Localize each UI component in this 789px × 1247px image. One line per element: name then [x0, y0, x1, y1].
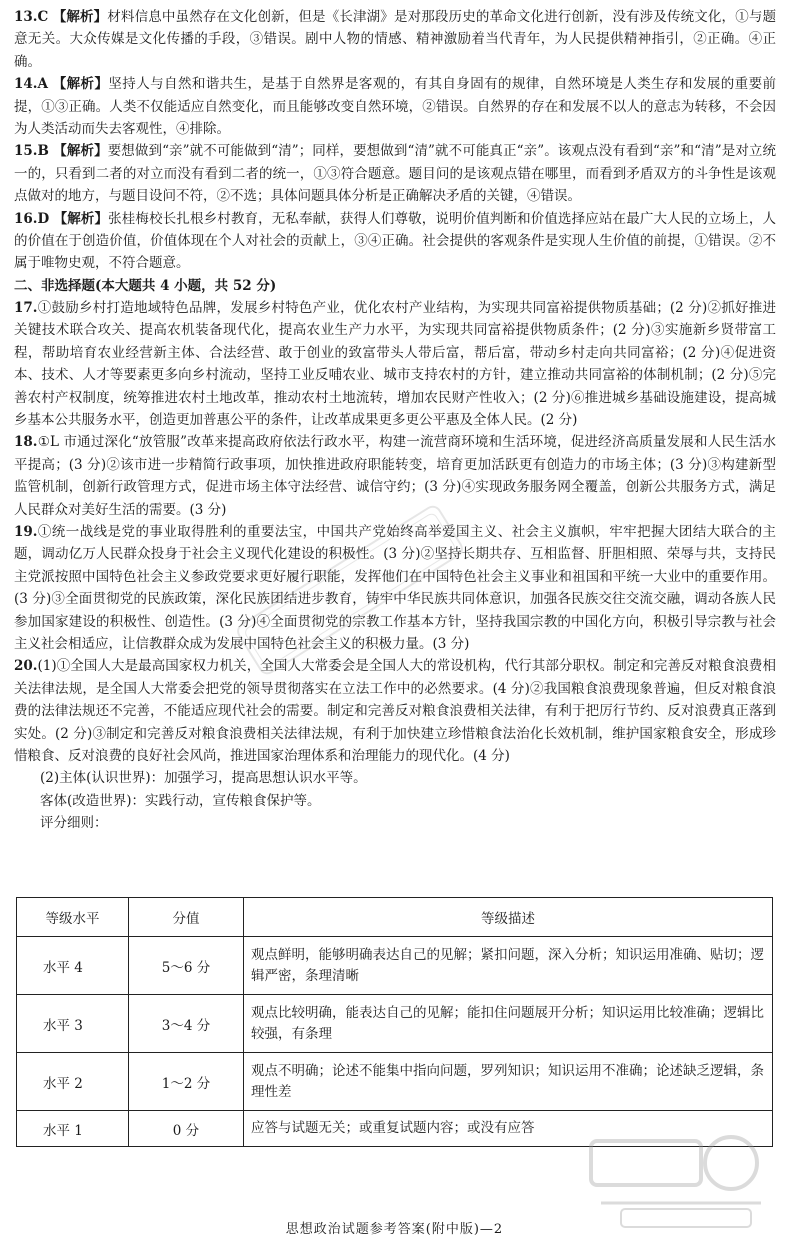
answer-text: ①统一战线是党的事业取得胜利的重要法宝，中国共产党始终高举爱国主义、社会主义旗帜，牢牢把握大团结大联合的主题，调动亿万人民群众投身于社会主义现代化建设的积极性。(3 分)②坚持长期共存、互相监督、肝胆相照、荣辱与共，支持民主党派按照中国特色社会主义参政党要求更好履行职能，发挥他们在中国特色社会主义事业和祖国和平统一大业中的重要作用。(3 分)③全面贯彻党的民族政策，深化民族团结进步教育，铸牢中华民族共同体意识，加强各民族交往交流交融，调动各族人民参加国家建设的积极性、创造性。(3 分)④全面贯彻党的宗教工作基本方针，坚持我国宗教的中国化方向，积极引导宗教与社会主义社会相适应，让信教群众成为发展中国特色社会主义的积极力量。(3 分)	[14, 523, 776, 652]
table-row	[17, 937, 773, 995]
question-number: 17.	[14, 299, 38, 316]
score-cell: 5～6 分	[129, 937, 244, 995]
analysis-text: 张桂梅校长扎根乡村教育，无私奉献，获得人们尊敬，说明价值判断和价值选择应站在最广大人民的立场上，人的价值在于创造价值，价值体现在个人对社会的贡献上，③④正确。社会提供的客观条件是实现人生价值的前提，①错误。②不属于唯物史观，不符合题意。	[14, 210, 777, 272]
level-cell: 水平 2	[17, 1053, 129, 1111]
analysis-tag: 【解析】	[52, 76, 109, 93]
answer-13	[14, 6, 776, 73]
analysis-tag: 【解析】	[53, 143, 108, 160]
description-cell: 应答与试题无关；或重复试题内容；或没有应答	[244, 1111, 773, 1147]
answer-part-1: (1)①全国人大是最高国家权力机关，全国人大常委会是全国人大的常设机构，代行其部分职权。制定和完善反对粮食浪费相关法律法规，是全国人大常委会把党的领导贯彻落实在立法工作中的必然要求。(4 分)②我国粮食浪费现象普遍，但反对粮食浪费的法律法规还不完善，不能适应现代社会的需要。制定和完善反对粮食浪费相关法律，有利于把厉行节约、反对浪费真正落到实处。(2 分)③制定和完善反对粮食浪费相关法律法规，有利于加快建立珍惜粮食法治化长效机制，维护国家粮食安全，形成珍惜粮食、反对浪费的良好社会风尚，推进国家治理体系和治理能力的现代化。(4 分)	[14, 658, 776, 764]
level-cell: 水平 4	[17, 937, 129, 995]
column-header-level: 等级水平	[17, 898, 129, 937]
level-cell: 水平 1	[17, 1111, 129, 1147]
description-cell: 观点比较明确，能表达自己的见解；能扣住问题展开分析；知识运用比较准确；逻辑比较强，有条理	[244, 995, 773, 1053]
question-number: 20.	[14, 658, 38, 675]
scoring-rubric-table	[16, 897, 773, 1147]
score-cell: 3～4 分	[129, 995, 244, 1053]
analysis-tag: 【解析】	[52, 9, 108, 25]
score-cell: 1～2 分	[129, 1053, 244, 1111]
page-footer: 思想政治试题参考答案(附中版)—2	[285, 1222, 504, 1237]
analysis-text: 要想做到“亲”就不可能做到“清”；同样，要想做到“清”就不可能真正“亲”。该观点没有看到“亲”和“清”是对立统一的，只看到二者的对立而没有看到二者的统一，①③符合题意。题目问的是该观点错在哪里，而看到矛盾双方的斗争性是该观点做对的地方，与题目设问不符，②不选；具体问题具体分析是正确解决矛盾的关键，④错误。	[14, 143, 777, 205]
answer-text: ①L 市通过深化“放管服”改革来提高政府依法行政水平，构建一流营商环境和生活环境，促进经济高质量发展和人民生活水平提高；(3 分)②该市进一步精简行政事项，加快推进政府职能转变，培育更加活跃更有创造力的市场主体；(3 分)③构建新型监管机制，创新行政管理方式，促进市场主体守法经营、诚信守约；(3 分)④实现政务服务网全覆盖，创新公共服务方式，满足人民群众对美好生活的需要。(3 分)	[14, 434, 776, 518]
analysis-text: 坚持人与自然和谐共生，是基于自然界是客观的，有其自身固有的规律，自然环境是人类生存和发展的重要前提，①③正确。人类不仅能适应自然变化，而且能够改变自然环境，②错误。自然界的存在和发展不以人的意志为转移，不会因为人类活动而失去客观性，④排除。	[14, 76, 777, 138]
question-number: 19.	[14, 523, 38, 540]
question-number: 18.	[14, 434, 38, 451]
analysis-tag: 【解析】	[53, 210, 109, 227]
table-row	[17, 1111, 773, 1147]
answer-part-2-object: 客体(改造世界)：实践行动，宣传粮食保护等。	[40, 792, 321, 809]
question-number: 14.A	[14, 76, 48, 93]
answer-15	[14, 140, 776, 207]
section-heading: 二、非选择题(本大题共 4 小题，共 52 分)	[14, 277, 277, 294]
question-number: 16.D	[14, 210, 50, 227]
question-number: 13.C	[14, 9, 49, 25]
answer-20	[14, 655, 776, 834]
answer-18	[14, 431, 776, 521]
answer-17	[14, 297, 776, 431]
table-row	[17, 995, 773, 1053]
description-cell: 观点不明确；论述不能集中指向问题，罗列知识；知识运用不准确；论述缺乏逻辑，条理性差	[244, 1053, 773, 1111]
score-cell: 0 分	[129, 1111, 244, 1147]
question-number: 15.B	[14, 143, 49, 160]
column-header-score: 分值	[129, 898, 244, 937]
answer-16	[14, 208, 776, 275]
answer-text: ①鼓励乡村打造地域特色品牌，发展乡村特色产业，优化农村产业结构，为实现共同富裕提供物质基础；(2 分)②抓好推进关键技术联合攻关、提高农机装备现代化，提高农业生产力水平，为实现共同富裕提供物质条件；(2 分)③实施新乡贤带富工程，帮助培育农业经营新主体、合法经营、敢于创业的致富带头人带后富，帮后富，带动乡村走向共同富裕；(2 分)④促进资本、技术、人才等要素更多向乡村流动，坚持工业反哺农业、城市支持农村的方针，建立推动共同富裕的体制机制；(2 分)⑤完善农村产权制度，统筹推进农村土地改革，推动农村土地流转，增加农民财产性收入；(2 分)⑥推进城乡基础设施建设，提高城乡基本公共服务水平，创造更加普惠公平的条件，让改革成果更多更公平惠及全体人民。(2 分)	[14, 299, 776, 428]
analysis-text: 材料信息中虽然存在文化创新，但是《长津湖》是对那段历史的革命文化进行创新，没有涉及传统文化，①与题意无关。大众传媒是文化传播的手段，③错误。剧中人物的情感、精神激励着当代青年，为人民提供精神指引，②正确。④正确。	[14, 9, 777, 70]
answer-page	[14, 6, 776, 834]
table-row	[17, 1053, 773, 1111]
description-cell: 观点鲜明，能够明确表达自己的见解；紧扣问题，深入分析；知识运用准确、贴切；逻辑严密，条理清晰	[244, 937, 773, 995]
rubric-label: 评分细则：	[40, 815, 108, 832]
answer-19	[14, 521, 776, 655]
answer-14	[14, 73, 776, 140]
column-header-description: 等级描述	[244, 898, 773, 937]
level-cell: 水平 3	[17, 995, 129, 1053]
answer-part-2-subject: (2)主体(认识世界)：加强学习，提高思想认识水平等。	[40, 770, 367, 787]
table-header-row	[17, 898, 773, 937]
